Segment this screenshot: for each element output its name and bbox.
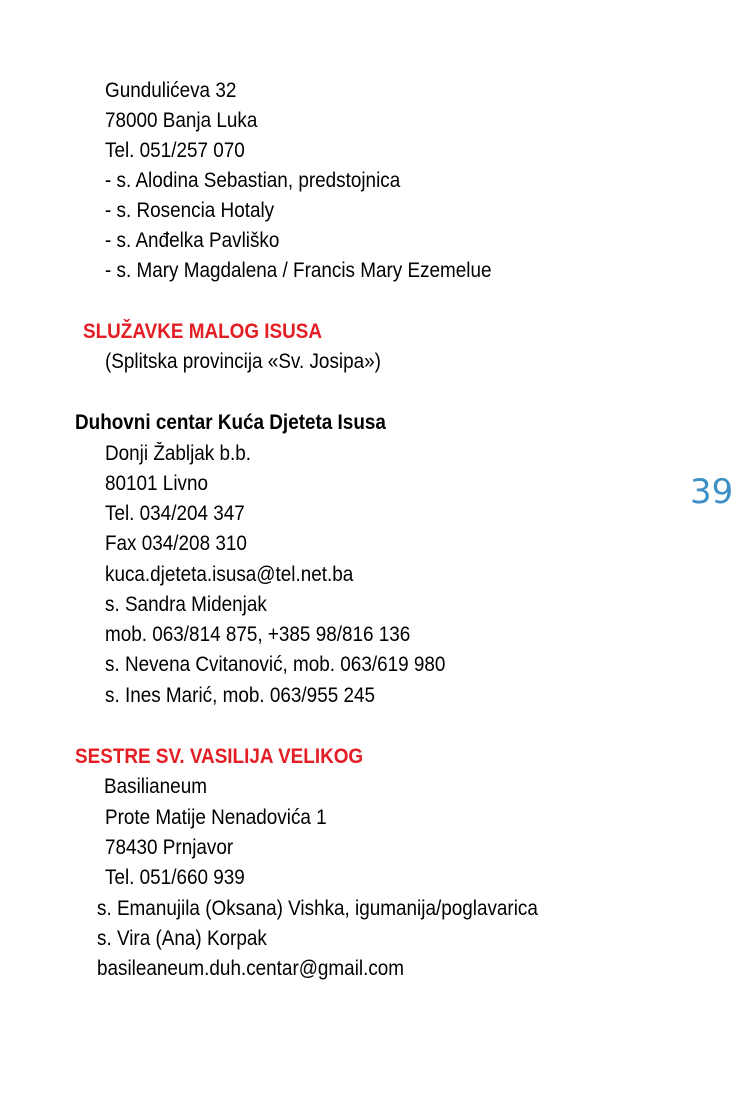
member-line: s. Sandra Midenjak [105,593,267,616]
member-line: - s. Mary Magdalena / Francis Mary Ezemelue [105,259,492,282]
email-line: kuca.djeteta.isusa@tel.net.ba [105,563,354,586]
section-heading-sluzavke: SLUŽAVKE MALOG ISUSA [83,320,323,343]
phone-line: Tel. 051/660 939 [105,866,245,889]
institution-name: Basilianeum [104,775,207,798]
address-city: 80101 Livno [105,472,208,495]
member-line: s. Emanujila (Oksana) Vishka, igumanija/poglavarica [97,897,538,920]
member-line: s. Nevena Cvitanović, mob. 063/619 980 [105,653,446,676]
phone-line: Tel. 051/257 070 [105,139,245,162]
page-number: 39 [690,472,734,512]
member-line: s. Vira (Ana) Korpak [97,927,267,950]
center-title: Duhovni centar Kuća Djeteta Isusa [75,411,386,434]
address-city: 78000 Banja Luka [105,109,258,132]
member-line: s. Ines Marić, mob. 063/955 245 [105,684,375,707]
fax-line: Fax 034/208 310 [105,532,247,555]
member-line: - s. Anđelka Pavliško [105,229,280,252]
address-street: Gundulićeva 32 [105,79,237,102]
province-subtitle: (Splitska provincija «Sv. Josipa») [105,350,381,373]
mobile-line: mob. 063/814 875, +385 98/816 136 [105,623,411,646]
address-street: Donji Žabljak b.b. [105,442,252,465]
section-heading-vasilije: SESTRE SV. VASILIJA VELIKOG [75,745,364,768]
address-city: 78430 Prnjavor [105,836,234,859]
member-line: - s. Alodina Sebastian, predstojnica [105,169,401,192]
email-line: basileaneum.duh.centar@gmail.com [97,957,405,980]
phone-line: Tel. 034/204 347 [105,502,245,525]
address-street: Prote Matije Nenadovića 1 [105,806,327,829]
member-line: - s. Rosencia Hotaly [105,199,275,222]
